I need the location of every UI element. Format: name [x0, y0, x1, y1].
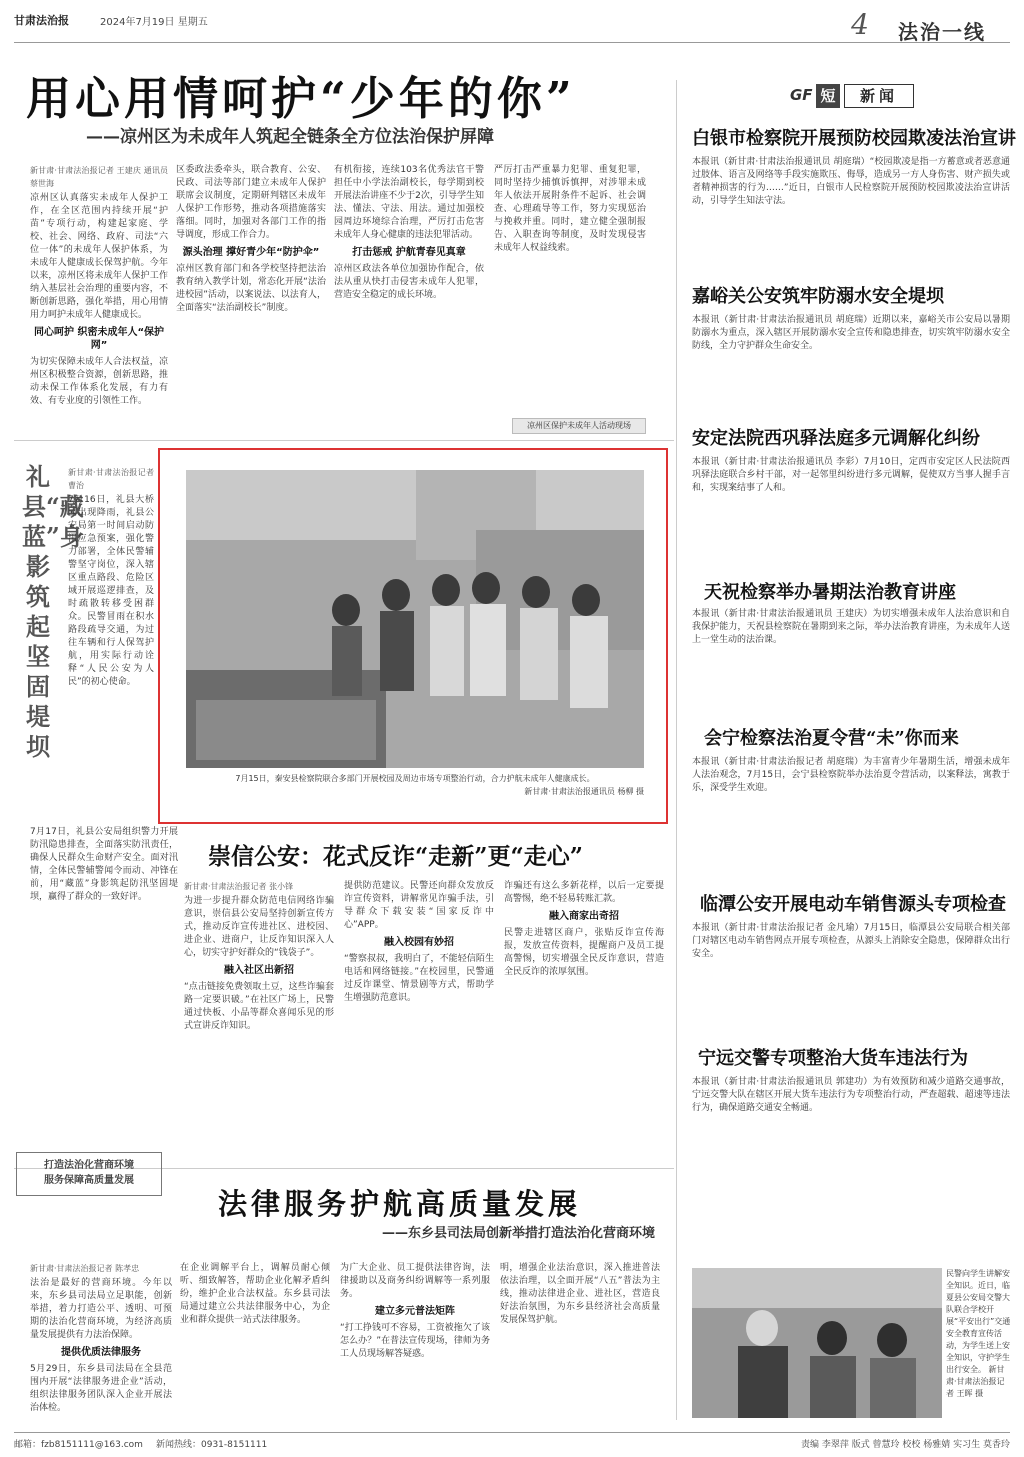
short-news-title: 嘉峪关公安筑牢防溺水安全堤坝	[692, 286, 944, 307]
traffic-safety-caption	[946, 1268, 1012, 1400]
chongxin-paragraph: 为进一步提升群众防范电信网络诈骗意识，崇信县公安局坚持创新宣传方式，推动反诈宣传进社区、进校园、进企业、进商户，让反诈知识深入人心，切实守护好群众的“钱袋子”。	[184, 896, 334, 958]
short-news-title: 临潭公安开展电动车销售源头专项检查	[700, 894, 1006, 915]
law-service-column-3	[340, 1262, 490, 1422]
law-service-subheading-3: 建立多元普法矩阵	[375, 1306, 455, 1317]
chongxin-column-2	[344, 880, 494, 1150]
chongxin-column-3	[504, 880, 664, 1150]
lead-subheading-1: 同心呵护 织密未成年人“保护网”	[33, 327, 165, 351]
chongxin-byline: 新甘肃·甘肃法治报记者 张小锋	[184, 882, 294, 891]
li-county-byline: 新甘肃·甘肃法治报记者 曹治	[68, 468, 154, 490]
law-service-column-2	[180, 1262, 330, 1422]
law-service-paragraph: 为广大企业、员工提供法律咨询，法律援助以及商务纠纷调解等一系列服务。	[340, 1263, 490, 1299]
section-divider	[14, 440, 674, 441]
lead-column-2	[176, 164, 326, 426]
photo-credit: 新甘肃·甘肃法治报通讯员 杨柳 摄	[524, 787, 644, 796]
lead-paragraph: 凉州区政法各单位加强协作配合，依法从重从快打击侵害未成年人犯罪，营造安全稳定的成长环境。	[334, 264, 484, 300]
page-number: 4	[851, 8, 869, 41]
short-news-title: 会宁检察法治夏令营“未”你而来	[704, 728, 959, 749]
traffic-safety-photo	[692, 1268, 942, 1418]
lead-paragraph: 区委政法委牵头，联合教育、公安、民政、司法等部门建立未成年人保护联席会议制度，定期研判辖区未成年人保护工作形势，推动各项措施落实落细。同时，加强对各部门工作的指导调度，形成工作合力。	[176, 165, 326, 240]
chongxin-paragraph: 诈骗还有这么多新花样，以后一定要提高警惕，绝不轻易转账汇款。	[504, 881, 664, 904]
li-county-paragraph: 7月16日，礼县大桥园出现降雨，礼县公安局第一时间启动防汛应急预案，强化警力部署，全体民警辅警坚守岗位，深入辖区重点路段、危险区域开展巡逻排查，及时疏散转移受困群众。民警冒雨在积水路段疏导交通，为过往车辆和行人保驾护航，用实际行动诠释“人民公安为人民”的初心使命。	[68, 495, 154, 687]
lead-paragraph: 为切实保障未成年人合法权益，凉州区积极整合资源，创新思路，推动未保工作体系化发展，有力有效、有专业度的引领性工作。	[30, 357, 168, 406]
law-service-paragraph: 明，增强企业法治意识，深入推进普法依法治理，以全面开展“八五”普法为主线，推动法律进企业、进社区，营造良好法治氛围，为东乡县经济社会高质量发展保驾护航。	[500, 1263, 660, 1325]
inspection-photo-illustration	[186, 470, 644, 768]
short-news-label: 新闻	[844, 84, 914, 108]
traffic-safety-credit: 新甘肃·甘肃法治报记者 王晖 摄	[946, 1365, 1005, 1398]
chongxin-paragraph: 民警走进辖区商户，张贴反诈宣传海报，发放宣传资料，提醒商户及员工提高警惕，切实增强全民反诈意识，营造全民反诈的浓厚氛围。	[504, 928, 664, 977]
column-divider	[676, 80, 677, 1420]
short-news-title: 安定法院西巩驿法庭多元调解化纠纷	[692, 428, 980, 449]
masthead-rule	[14, 42, 1010, 43]
short-news-body: 本报讯（新甘肃·甘肃法治报通讯员 李彩）7月10日，定西市安定区人民法院西巩驿法庭联合乡村干部，对一起邻里纠纷进行多元调解，促使双方当事人握手言和，实现案结事了人和。	[692, 457, 1010, 493]
footer-staff: 责编 李翠萍 版式 曾慧玲 校校 杨雅婧 实习生 莫香玲	[800, 1440, 1010, 1450]
lead-subheadline: ——凉州区为未成年人筑起全链条全方位法治保护屏障	[86, 127, 494, 147]
lead-column-3	[334, 164, 484, 426]
short-news-header	[790, 82, 916, 112]
banner-box	[16, 1152, 162, 1196]
chongxin-paragraph: “点击链接免费领取土豆，这些诈骗套路一定要识破。”在社区广场上，民警通过快板、小品等群众喜闻乐见的形式宣讲反诈知识。	[184, 982, 334, 1031]
banner-line-1: 打造法治化营商环境	[44, 1160, 134, 1171]
chongxin-subheading-3: 融入商家出奇招	[549, 911, 619, 922]
footer-hotline: 新闻热线：0931-8151111	[156, 1440, 268, 1450]
chongxin-subheading-2: 融入校园有妙招	[384, 937, 454, 948]
lead-paragraph: 有机衔接，连续103名优秀法官干警担任中小学法治副校长，每学期到校开展法治讲座不少于2次，引导学生知法、懂法、守法、用法。通过加强校园周边环境综合治理，严厉打击危害未成年人身心健康的违法犯罪活动。	[334, 165, 484, 240]
mid-photo-label: 凉州区保护未成年人活动现场	[512, 418, 646, 434]
short-news-body: 本报讯（新甘肃·甘肃法治报通讯员 郭建功）为有效预防和减少道路交通事故，宁远交警大队在辖区开展大货车违法行为专项整治行动，严查超载、超速等违法行为，确保道路交通安全畅通。	[692, 1077, 1010, 1113]
lead-headline: 用心用情呵护“少年的你”	[26, 72, 576, 125]
banner-line-2: 服务保障高质量发展	[44, 1175, 134, 1186]
law-service-headline: 法律服务护航高质量发展	[218, 1187, 582, 1221]
law-service-subheading-1: 提供优质法律服务	[61, 1347, 141, 1358]
law-service-paragraph: 法治是最好的营商环境。今年以来，东乡县司法局立足职能，创新举措，着力打造公平、透明、可预期的法治化营商环境，为经济高质量发展提供有力法治保障。	[30, 1278, 172, 1340]
law-service-paragraph: 在企业调解平台上，调解员耐心倾听、细致解答，帮助企业化解矛盾纠纷，维护企业合法权益。东乡县司法局通过建立公共法律服务中心，为企业和群众提供一站式法律服务。	[180, 1263, 330, 1325]
lead-column-4	[494, 164, 646, 414]
lead-byline: 新甘肃·甘肃法治报记者 王建庆 通讯员 蔡世海	[30, 166, 168, 188]
newspaper-brand: 甘肃法治报	[14, 14, 69, 27]
masthead	[14, 8, 1010, 48]
short-news-title: 宁远交警专项整治大货车违法行为	[698, 1048, 968, 1069]
lead-subheading-3: 打击惩戒 护航青春见真章	[352, 247, 466, 258]
short-news-gf: GF	[790, 86, 813, 104]
lead-column-1	[30, 164, 168, 426]
law-service-paragraph: “打工挣钱可不容易，工资被拖欠了该怎么办？”在普法宣传现场，律师为务工人员现场解答疑惑。	[340, 1323, 490, 1359]
short-news-body: 本报讯（新甘肃·甘肃法治报记者 胡庭瑞）为丰富青少年暑期生活，增强未成年人法治观念，7月15日，会宁县检察院举办法治夏令营活动，以案释法，寓教于乐，深受学生欢迎。	[692, 757, 1010, 793]
footer	[14, 1432, 1010, 1452]
chongxin-column-1	[184, 880, 334, 1150]
footer-email: 邮箱：fzb8151111@163.com	[14, 1440, 143, 1450]
short-news-body: 本报讯（新甘肃·甘肃法治报通讯员 胡庭瑞）近期以来，嘉峪关市公安局以暑期防溺水为重点，深入辖区开展防溺水安全宣传和隐患排查，切实筑牢防溺水安全防线，全力守护群众生命安全。	[692, 315, 1010, 351]
short-news-body: 本报讯（新甘肃·甘肃法治报通讯员 胡庭瑞）“校园欺凌是指一方蓄意或者恶意通过肢体、语言及网络等手段实施欺压、侮辱，造成另一方人身伤害、财产损失或者精神损害的行为……”近日，白银市人民检察院开展预防校园欺凌法治宣讲活动，引导学生知法守法。	[692, 157, 1010, 206]
chongxin-subheading-1: 融入社区出新招	[224, 965, 294, 976]
li-county-column-2	[30, 826, 178, 1146]
inspection-photo	[186, 470, 644, 768]
short-news-title: 白银市检察院开展预防校园欺凌法治宣讲	[692, 128, 1016, 149]
law-service-subheadline: ——东乡县司法局创新举措打造法治化营商环境	[382, 1226, 656, 1241]
li-county-paragraph: 7月17日，礼县公安局组织警力开展防汛隐患排查，全面落实防汛责任，确保人民群众生命财产安全。面对汛情，全体民警辅警闻令而动、冲锋在前，用“藏蓝”身影筑起防汛坚固堤坝，赢得了群众的一致好评。	[30, 827, 178, 902]
chongxin-headline: 崇信公安：花式反诈“走新”更“走心”	[208, 843, 583, 870]
short-news-badge: 短	[816, 84, 840, 108]
traffic-safety-illustration	[692, 1268, 942, 1418]
chongxin-paragraph: 提供防范建议。民警还向群众发放反诈宣传资料，讲解常见诈骗手法，引导群众下载安装“国家反诈中心”APP。	[344, 881, 494, 930]
lead-subheading-2: 源头治理 撑好青少年“防护伞”	[182, 247, 320, 258]
law-service-byline: 新甘肃·甘肃法治报记者 陈孝忠	[30, 1264, 140, 1273]
traffic-safety-caption-text: 民警向学生讲解安全知识。近日，临夏县公安局交警大队联合学校开展“平安出行”交通安全教育宣传活动，为学生送上安全知识，守护学生出行安全。	[946, 1269, 1011, 1374]
short-news-body: 本报讯（新甘肃·甘肃法治报通讯员 王建庆）为切实增强未成年人法治意识和自我保护能力，天祝县检察院在暑期到来之际，举办法治教育讲座，为未成年人送上一堂生动的法治课。	[692, 609, 1010, 645]
photo-caption: 7月15日，秦安县检察院联合多部门开展校园及周边市场专项整治行动，合力护航未成年人健康成长。	[235, 774, 595, 783]
law-service-column-1	[30, 1262, 172, 1422]
short-news-title: 天祝检察举办暑期法治教育讲座	[704, 582, 956, 603]
lead-paragraph: 凉州区教育部门和各学校坚持把法治教育纳入教学计划，常态化开展“法治进校园”活动，以案说法、以法育人，全面落实“法治副校长”制度。	[176, 264, 326, 313]
issue-date: 2024年7月19日 星期五	[100, 17, 208, 28]
chongxin-paragraph: “警察叔叔，我明白了，不能轻信陌生电话和网络链接。”在校园里，民警通过反诈课堂、情景剧等方式，帮助学生增强防范意识。	[344, 954, 494, 1003]
li-county-column-1	[68, 466, 154, 822]
law-service-column-4	[500, 1262, 660, 1422]
section-title: 法治一线	[898, 20, 986, 44]
lead-paragraph: 严厉打击严重暴力犯罪、重复犯罪，同时坚持少捕慎诉慎押，对涉罪未成年人依法开展附条件不起诉、社会调查、心理疏导等工作，努力实现惩治与挽救并重。同时，建立健全强制报告、入职查询等制度，及时发现侵害未成年人权益线索。	[494, 165, 646, 253]
law-service-paragraph: 5月29日，东乡县司法局在全县范围内开展“法律服务进企业”活动，组织法律服务团队深入企业开展法治体检。	[30, 1364, 172, 1413]
li-county-vertical-headline: 礼县“藏蓝”身影筑起坚固堤坝	[22, 462, 84, 761]
lead-paragraph: 凉州区认真落实未成年人保护工作，在全区范围内持续开展“护苗”专项行动，构建起家庭、学校、社会、网络、政府、司法“六位一体”的未成年人保护体系，为未成年人健康成长保驾护航。今年以来，凉州区将未成年人保护工作纳入基层社会治理的重要内容，不断创新思路，强化举措，用心用情用力呵护未成年人健康成长。	[30, 193, 168, 320]
short-news-body: 本报讯（新甘肃·甘肃法治报记者 金凡瑜）7月15日，临潭县公安局联合相关部门对辖区电动车销售网点开展专项检查，从源头上消除安全隐患，保障群众出行安全。	[692, 923, 1010, 959]
